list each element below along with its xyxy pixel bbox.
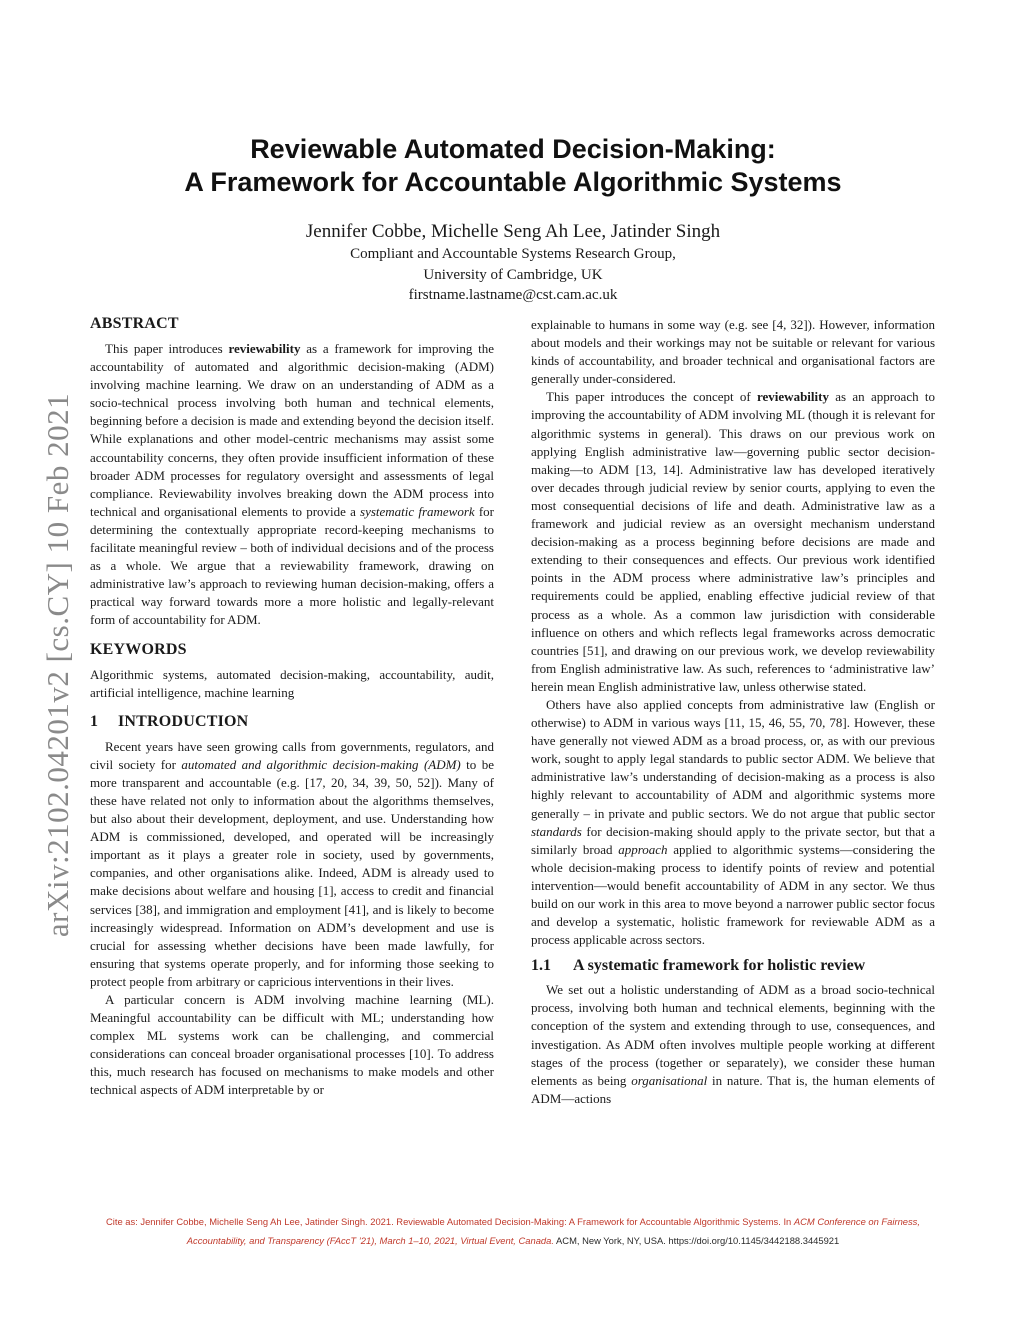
subsection-p1-text-a: We set out a holistic understanding of ADM as a broad socio-technical process, involving both human and technical elements, beginning with the conception of the system and extending through to use, consequences, and investigation. As ADM often involves multiple people working at different stages of the process (together or separately), we consider these human elements as being bbox=[531, 982, 935, 1088]
author-email[interactable]: firstname.lastname@cst.cam.ac.uk bbox=[408, 287, 618, 303]
intro-p4-text-b: as an approach to improving the accountability of ADM involving ML (though it is relevant for algorithmic systems in general). This draws on our previous work on applying English administrative law—governing public sector decision-making—to ADM [13, 14]. Administrative law has developed iteratively over decades through judicial review by senior courts, applying to even the most consequential decisions of life and death. Administrative law as a framework and judicial review as an oversight mechanism understand decision-making as a process beginning before decisions are made and extending to their consequences and effects. Our previous work identified points in the ADM process where administrative law’s principles and requirements could be applied, enabling effective judicial review of that process as a whole. As a common law jurisdiction with considerable influence on others and which reflects legal frameworks across democratic countries [51], and drawing on our previous work, we develop reviewability from English administrative law. As such, references to ‘administrative law’ herein mean English administrative law, unless otherwise stated. bbox=[531, 389, 935, 694]
keywords-heading: KEYWORDS bbox=[90, 640, 187, 658]
title-line-2: A Framework for Accountable Algorithmic Systems bbox=[184, 167, 842, 197]
abstract-italic-term: systematic framework bbox=[360, 503, 475, 519]
intro-p5-italic-2: approach bbox=[618, 841, 668, 857]
intro-title: INTRODUCTION bbox=[118, 712, 249, 730]
abstract-heading: ABSTRACT bbox=[90, 315, 179, 332]
title-line-1: Reviewable Automated Decision-Making: bbox=[250, 134, 776, 164]
intro-number: 1 bbox=[90, 712, 99, 730]
abstract-paragraph bbox=[90, 340, 494, 630]
author-list: Jennifer Cobbe, Michelle Seng Ah Lee, Jatinder Singh bbox=[305, 221, 721, 242]
intro-heading bbox=[90, 712, 494, 732]
left-column bbox=[90, 314, 494, 1100]
citation-venue: ACM Conference on Fairness, Accountability, and Transparency (FAccT ’21), March 1–10, 2021, Virtual Event, Canada. bbox=[186, 1216, 920, 1246]
citation-footer bbox=[100, 1212, 926, 1250]
citation-doi-link[interactable]: https://doi.org/10.1145/3442188.3445921 bbox=[668, 1235, 840, 1246]
affiliation-university: University of Cambridge, UK bbox=[423, 266, 603, 283]
intro-paragraph-4 bbox=[531, 388, 935, 696]
keywords-text: Algorithmic systems, automated decision-making, accountability, audit, artificial intelligence, machine learning bbox=[90, 666, 494, 700]
intro-paragraph-2: A particular concern is ADM involving machine learning (ML). Meaningful accountability can be difficult with ML; understanding how complex ML systems work can be challenging, and commercial considerations can conceal broader organisational processes [10]. To address this, much research has focused on mechanisms to make models and other technical aspects of ADM interpretable by or bbox=[90, 992, 494, 1098]
intro-p1-italic: automated and algorithmic decision-making (ADM) bbox=[181, 756, 461, 772]
intro-p4-text-a: This paper introduces the concept of bbox=[546, 389, 757, 405]
intro-paragraph-1 bbox=[90, 738, 494, 991]
affiliation-group: Compliant and Accountable Systems Research Group, bbox=[350, 246, 676, 262]
citation-publisher: ACM, New York, NY, USA. bbox=[553, 1235, 669, 1246]
subsection-p1-italic: organisational bbox=[631, 1072, 708, 1088]
intro-paragraph-5 bbox=[531, 696, 935, 949]
intro-paragraph-3: explainable to humans in some way (e.g. see [4, 32]). However, information about models and their workings may not be suitable or relevant for various kinds of accountability, and broader technical and organisational factors are generally under-considered. bbox=[531, 317, 935, 387]
abstract-bold-term: reviewability bbox=[228, 341, 301, 356]
intro-p5-text-c: applied to algorithmic systems—considering the whole decision-making process to identify points of review and potential intervention—would benefit accountability of ADM in any sector. We thus build on our work in this area to move beyond a narrower public sector focus and develop a systematic, holistic framework for reviewable ADM as a process applicable across sectors. bbox=[531, 841, 935, 948]
affiliation-block bbox=[90, 244, 936, 306]
intro-p5-text-a: Others have also applied concepts from administrative law (English or otherwise) to ADM in various ways [11, 15, 46, 55, 70, 78]. However, these have generally not viewed ADM as a broad process, or, as with our previous work, sought to apply legal standards to public sector ADM. We believe that administrative law’s understanding of decision-making as a process is also highly relevant to accountability of ADM and algorithmic systems more generally – in private and public sectors. We do not argue that public sector bbox=[531, 696, 935, 821]
intro-p1-text-a: Recent years have seen growing calls from governments, regulators, and civil society for bbox=[90, 738, 494, 772]
subsection-number: 1.1 bbox=[531, 957, 551, 975]
subsection-heading bbox=[531, 956, 935, 976]
intro-p1-text-b: to be more transparent and accountable (e.g. [17, 20, 34, 39, 50, 52]). Many of these have related not only to information about the algorithms themselves, but also about their development, deployment, and use. Understanding how ADM is commissioned, developed, and operated will be increasingly important as it plays a greater role in society, used by governments, companies, and other organisations alike. Indeed, ADM is already used to make decisions about welfare and housing [1], access to credit and financial services [38], and immigration and employment [41], and is likely to become increasingly widespread. Information on ADM’s development and use is crucial for assessing whether decisions have been made lawfully, for ensuring that systems operate properly, and for informing those seeking to protect people from arbitrary or capricious interventions in their lives. bbox=[90, 756, 494, 989]
paper-title bbox=[90, 133, 936, 199]
citation-prefix: Cite as: Jennifer Cobbe, Michelle Seng Ah Lee, Jatinder Singh. 2021. Reviewable Automated Decision-Making: A Framework for Accountable Algorithmic Systems. In bbox=[106, 1216, 794, 1227]
right-column bbox=[531, 316, 935, 1108]
abstract-text-c: for determining the contextually appropriate record-keeping mechanisms to facilitate meaningful review – both of individual decisions and of the process as a whole. We argue that a reviewability framework, drawing on administrative law’s approach to reviewing human decision-making, offers a practical way forward towards more a more holistic and legally-relevant form of accountability for ADM. bbox=[90, 503, 494, 628]
intro-p5-text-b: for decision-making should apply to the private sector, but that a similarly broad bbox=[531, 823, 935, 857]
subsection-title: A systematic framework for holistic review bbox=[573, 957, 866, 975]
subsection-paragraph-1 bbox=[531, 981, 935, 1108]
subsection-p1-text-b: in nature. That is, the human elements of ADM—actions bbox=[531, 1072, 935, 1106]
abstract-text-b: as a framework for improving the accountability of automated and algorithmic decision-making (ADM) involving machine learning. We draw on an understanding of ADM as a socio-technical process involving both human and technical elements, beginning before a decision is made and extending beyond the decision itself. While explanations and other model-centric mechanisms may assist some accountability concerns, they often provide insufficient information of these broader ADM processes for regulatory oversight and assessments of legal compliance. Reviewability involves breaking down the ADM process into technical and organisational elements to provide a bbox=[90, 341, 494, 519]
intro-p4-bold: reviewability bbox=[757, 389, 829, 405]
arxiv-identifier-stamp[interactable]: arXiv:2102.04201v2 [cs.CY] 10 Feb 2021 bbox=[40, 392, 75, 938]
abstract-text-a: This paper introduces bbox=[105, 341, 229, 356]
intro-p5-italic-1: standards bbox=[531, 823, 582, 839]
